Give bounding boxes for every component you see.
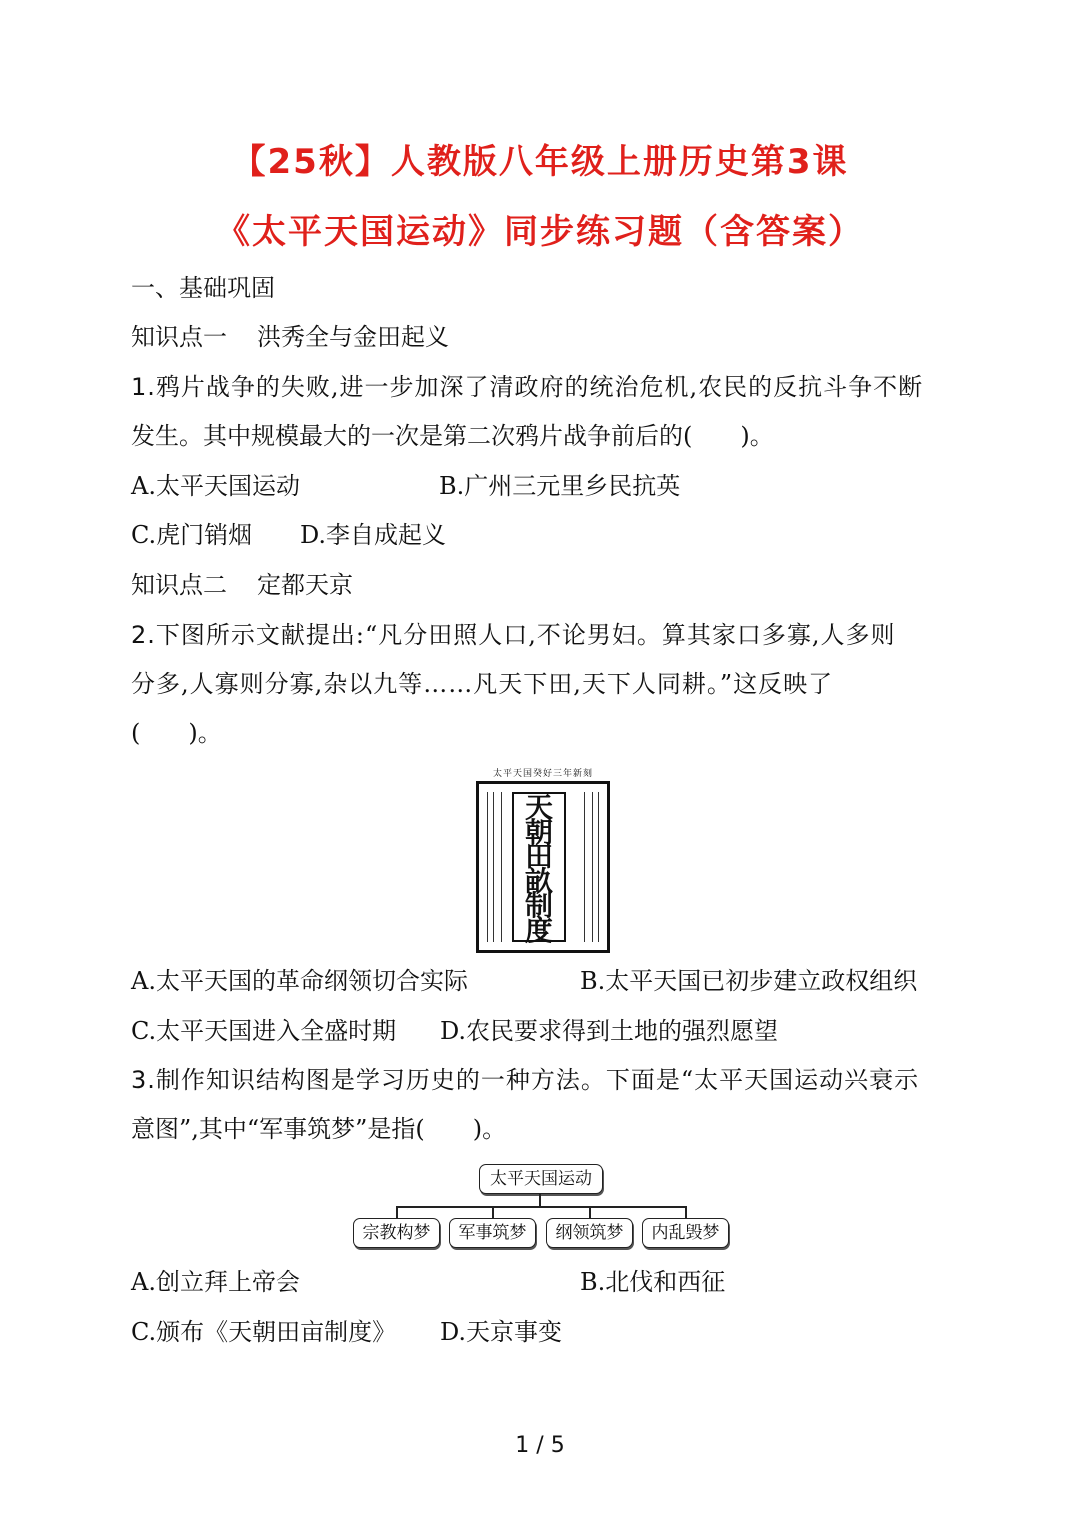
- diagram-child-4: 内乱毁梦: [642, 1218, 729, 1248]
- q1-option-c: C.虎门销烟: [131, 521, 253, 549]
- q2-option-c: C.太平天国进入全盛时期: [131, 1017, 397, 1045]
- q3-option-a: A.创立拜上帝会: [131, 1268, 300, 1296]
- question-2-line-2: 分多,人寡则分寡,杂以九等……凡天下田,天下人同耕。”这反映了: [131, 670, 834, 698]
- knowledge-point-2: [131, 570, 353, 600]
- knowledge-point-1: [131, 322, 449, 352]
- diagram-connector: [539, 1194, 541, 1206]
- question-1-line-1: [131, 372, 923, 402]
- question-text: 制作知识结构图是学习历史的一种方法。下面是“太平天国运动兴衰示: [155, 1066, 920, 1094]
- q1-option-d: D.李自成起义: [300, 521, 447, 549]
- question-1-line-2: 发生。其中规模最大的一次是第二次鸦片战争前后的( )。: [131, 422, 774, 450]
- kp-label: 知识点二: [131, 571, 227, 599]
- question-number: 1.: [131, 373, 156, 401]
- q3-option-d: D.天京事变: [440, 1318, 563, 1346]
- q1-option-a: A.太平天国运动: [131, 472, 300, 500]
- diagram-child-1: 宗教构梦: [353, 1218, 440, 1248]
- question-number: 2.: [131, 621, 156, 649]
- page-number: 1 / 5: [515, 1433, 565, 1458]
- q2-option-a: A.太平天国的革命纲领切合实际: [131, 967, 468, 995]
- question-3-line-1: [131, 1065, 919, 1095]
- diagram-connector: [589, 1206, 591, 1218]
- question-2-line-1: [131, 620, 896, 650]
- question-3-line-2: 意图”,其中“军事筑梦”是指( )。: [131, 1115, 507, 1143]
- q2-option-d: D.农民要求得到土地的强烈愿望: [440, 1017, 779, 1045]
- title-line-2: 《太平天国运动》同步练习题（含答案）: [216, 212, 864, 252]
- book-cover-image: [476, 781, 610, 953]
- diagram-child-2: 军事筑梦: [449, 1218, 536, 1248]
- diagram-connector: [685, 1206, 687, 1218]
- book-title-frame: [512, 791, 566, 947]
- diagram-root: 太平天国运动: [479, 1164, 603, 1194]
- book-top-text: 太平天国癸好三年新刻: [492, 769, 593, 779]
- question-number: 3.: [131, 1066, 156, 1094]
- question-2-line-3: ( )。: [131, 719, 222, 747]
- q1-option-b: B.广州三元里乡民抗英: [439, 472, 681, 500]
- kp-topic: 定都天京: [257, 571, 353, 599]
- q3-option-c: C.颁布《天朝田亩制度》: [131, 1318, 397, 1346]
- diagram-connector: [492, 1206, 494, 1218]
- diagram-connector: [396, 1206, 398, 1218]
- kp-label: 知识点一: [131, 323, 227, 351]
- question-text: 鸦片战争的失败,进一步加深了清政府的统治危机,农民的反抗斗争不断: [155, 373, 924, 401]
- q3-option-b: B.北伐和西征: [580, 1268, 726, 1296]
- diagram-connector: [396, 1206, 685, 1208]
- kp-topic: 洪秀全与金田起义: [257, 323, 449, 351]
- book-title: 天朝田畝制度: [524, 791, 553, 947]
- section-heading: 一、基础巩固: [131, 274, 275, 302]
- diagram-child-3: 纲领筑梦: [546, 1218, 633, 1248]
- question-text: 下图所示文献提出:“凡分田照人口,不论男妇。算其家口多寡,人多则: [155, 621, 896, 649]
- title-line-1: 【25秋】人教版八年级上册历史第3课: [231, 142, 849, 182]
- q2-option-b: B.太平天国已初步建立政权组织: [580, 967, 918, 995]
